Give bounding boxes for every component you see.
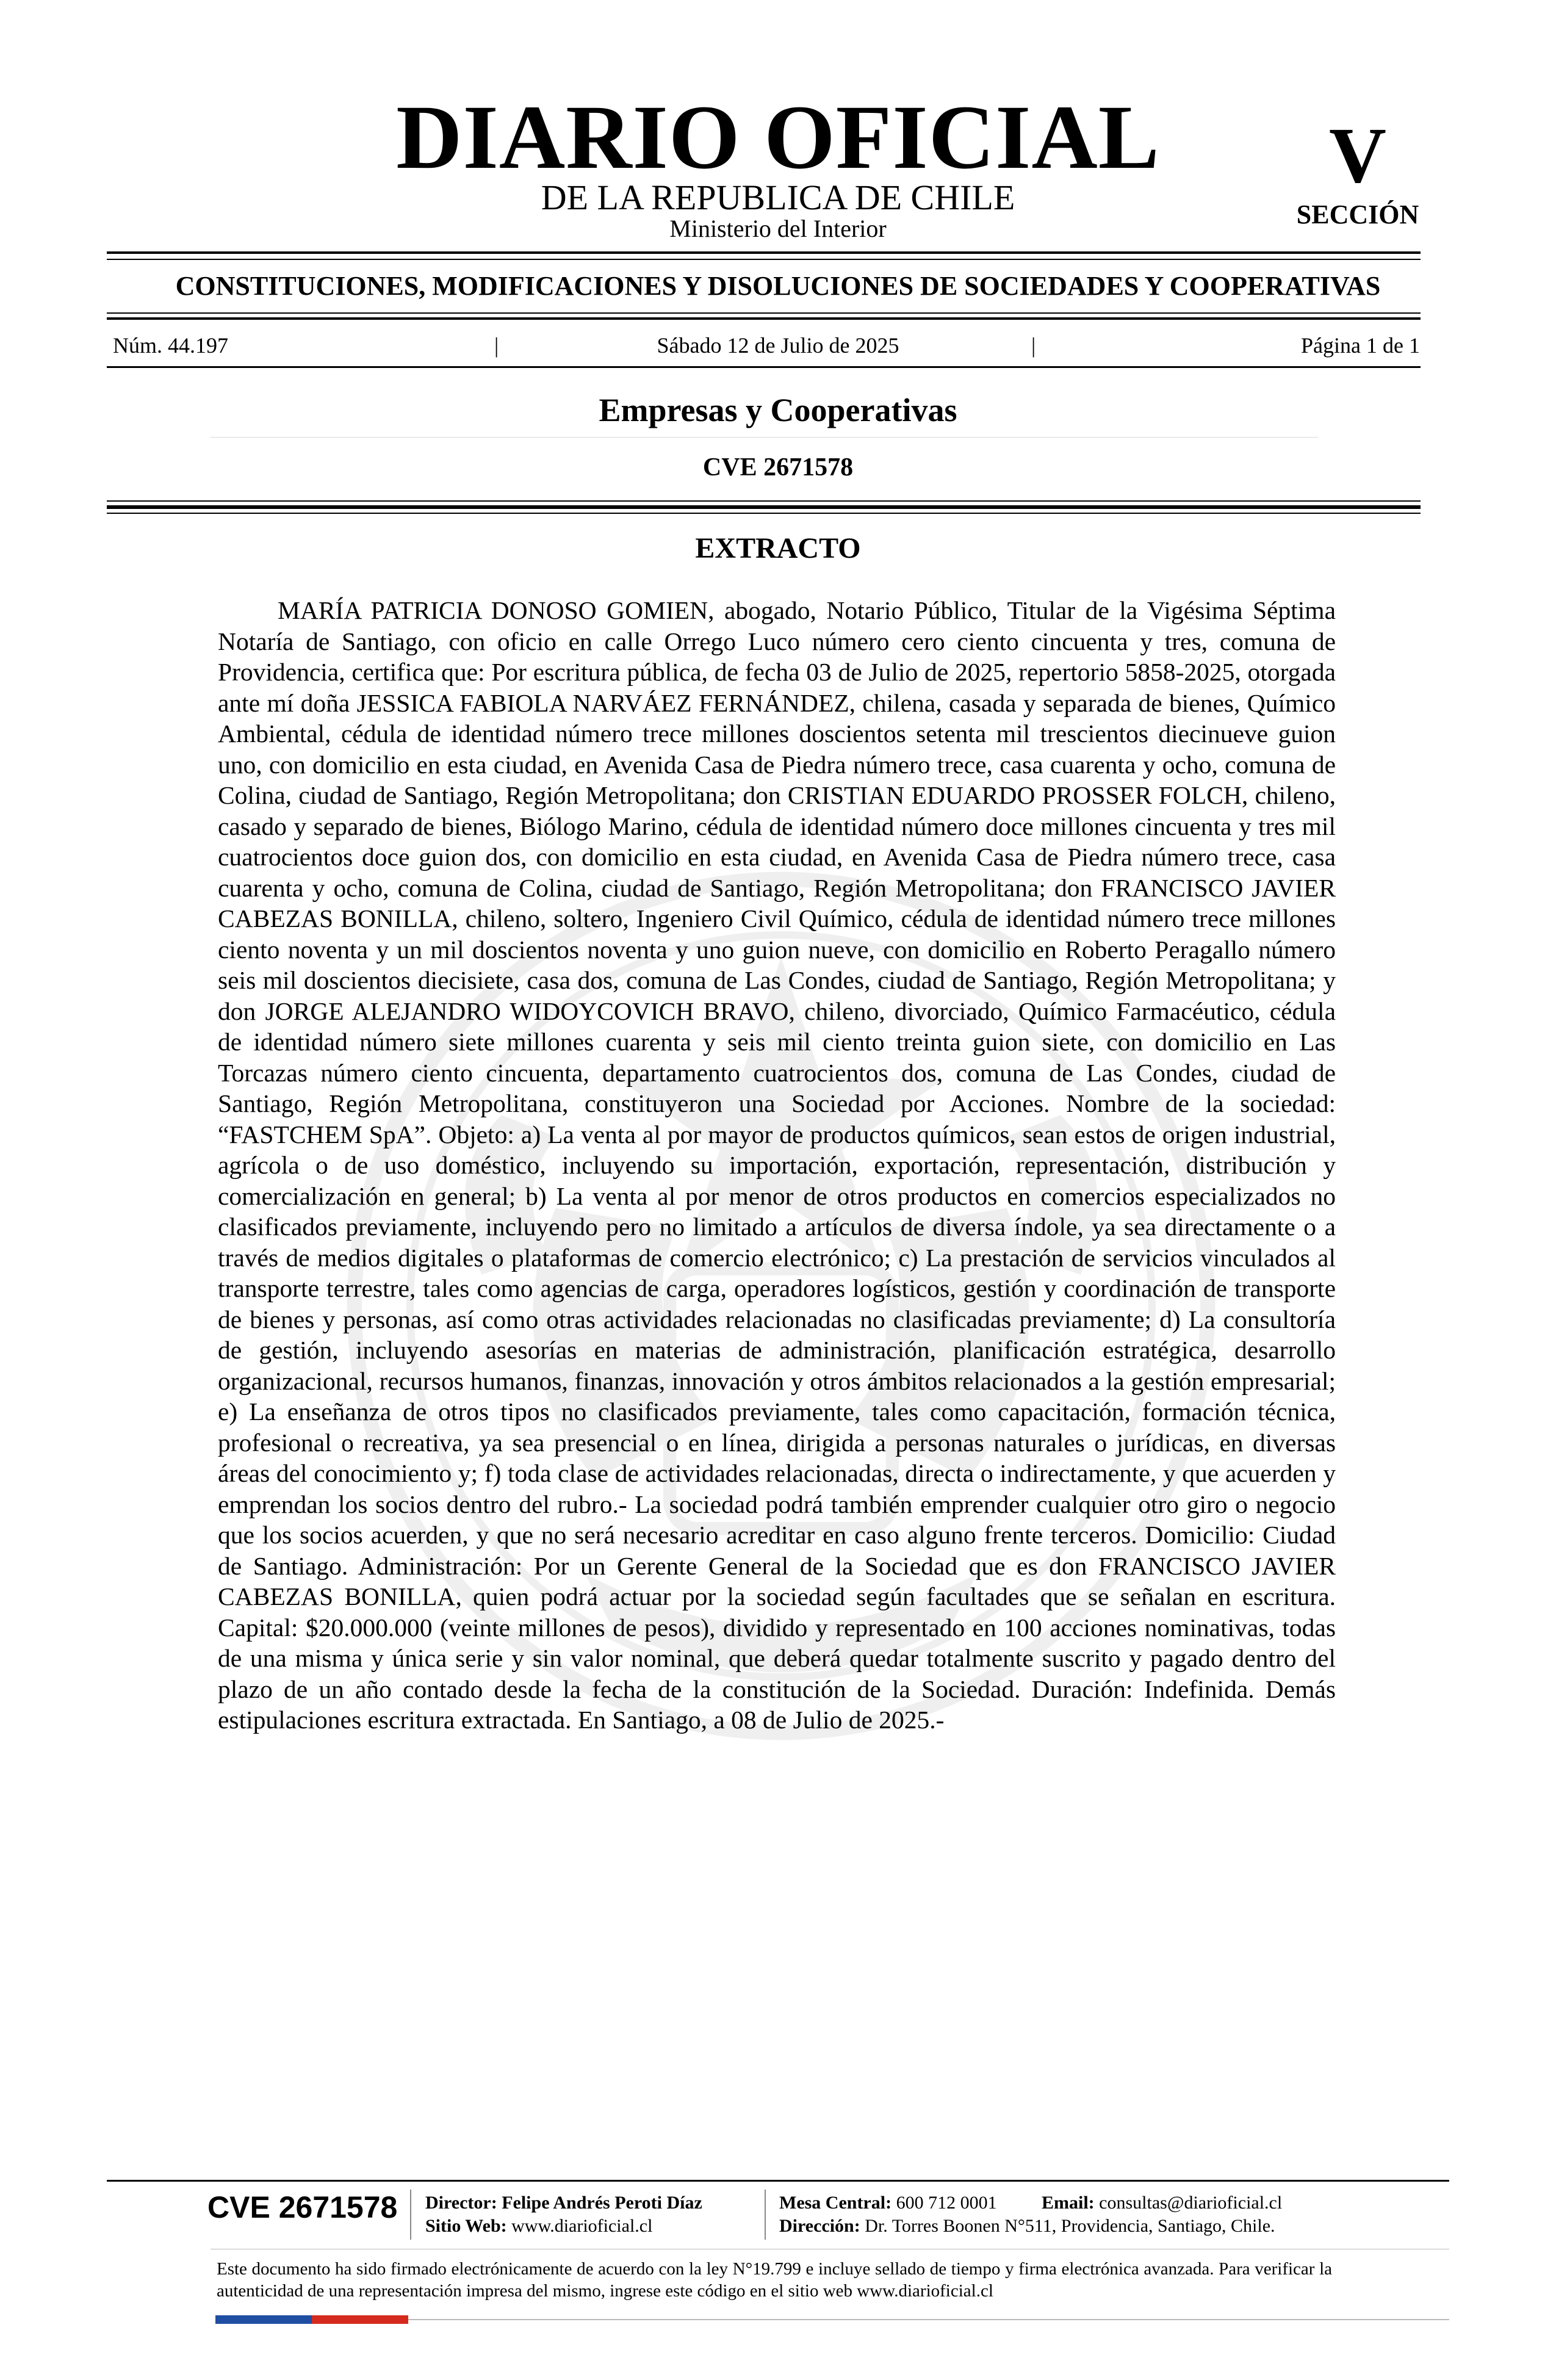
rule-divider — [107, 259, 1421, 260]
footer-address-label: Dirección: — [779, 2216, 860, 2236]
footer-phone-label: Mesa Central: — [779, 2193, 892, 2213]
issue-separator: | — [494, 333, 499, 358]
footer-director-label: Director: — [425, 2193, 497, 2213]
rule-divider — [107, 505, 1421, 509]
issue-date: Sábado 12 de Julio de 2025 — [657, 333, 899, 358]
footer-director — [425, 2194, 702, 2212]
footer-phone — [779, 2194, 997, 2212]
section-label: SECCIÓN — [1296, 200, 1419, 229]
footer-legal-notice: Este documento ha sido firmado electrónicamente de acuerdo con la ley N°19.799 e incluye sellado de tiempo y firma electrónica avanzada. Para verificar la autenticidad de una representación impresa del mismo, ingrese este código en el sitio web www.diarioficial.cl — [217, 2259, 1332, 2301]
chile-flag-bar-blue — [215, 2315, 312, 2324]
rule-divider — [107, 513, 1421, 514]
footer-email-link[interactable]: consultas@diarioficial.cl — [1099, 2193, 1283, 2213]
footer-address-value: Dr. Torres Boonen N°511, Providencia, Santiago, Chile. — [865, 2216, 1275, 2236]
footer-rule — [408, 2319, 1449, 2320]
category-heading: Empresas y Cooperativas — [599, 392, 957, 428]
issue-separator: | — [1031, 333, 1036, 358]
rule-divider — [211, 437, 1318, 438]
document-body: MARÍA PATRICIA DONOSO GOMIEN, abogado, Notario Público, Titular de la Vigésima Séptima Notaría de Santiago, con oficio en calle Orrego Luco número cero ciento cincuenta y tres, comuna de Providencia, certifica que: Por escritura pública, de fecha 03 de Julio de 2025, repertorio 5858-2025, otorgada ante mí doña JESSICA FABIOLA NARVÁEZ FERNÁNDEZ, chilena, casada y separada de bienes, Químico Ambiental, cédula de identidad número trece millones doscientos setenta mil trescientos diecinueve guion uno, con domicilio en esta ciudad, en Avenida Casa de Piedra número trece, casa cuarenta y ocho, comuna de Colina, ciudad de Santiago, Región Metropolitana; don CRISTIAN EDUARDO PROSSER FOLCH, chileno, casado y separado de bienes, Biólogo Marino, cédula de identidad número doce millones cincuenta y tres mil cuatrocientos doce guion dos, con domicilio en esta ciudad, en Avenida Casa de Piedra número trece, casa cuarenta y ocho, comuna de Colina, ciudad de Santiago, Región Metropolitana; don FRANCISCO JAVIER CABEZAS BONILLA, chileno, soltero, Ingeniero Civil Químico, cédula de identidad número trece millones ciento noventa y un mil doscientos noventa y uno guion nueve, con domicilio en Roberto Peragallo número seis mil doscientos diecisiete, casa dos, comuna de Las Condes, ciudad de Santiago, Región Metropolitana; y don JORGE ALEJANDRO WIDOYCOVICH BRAVO, chileno, divorciado, Químico Farmacéutico, cédula de identidad número siete millones cuarenta y seis mil ciento treinta guion siete, con domicilio en Las Torcazas número ciento cincuenta, departamento cuatrocientos dos, comuna de Las Condes, ciudad de Santiago, Región Metropolitana, constituyeron una Sociedad por Acciones. Nombre de la sociedad: “FASTCHEM SpA”. Objeto: a) La venta al por mayor de productos químicos, sean estos de origen industrial, agrícola o de uso doméstico, incluyendo su importación, exportación, representación, distribución y comercialización en general; b) La venta al por menor de otros productos en comercios especializados no clasificados previamente, incluyendo pero no limitado a artículos de diversa índole, ya sea directamente o a través de medios digitales o plataformas de comercio electrónico; c) La prestación de servicios vinculados al transporte terrestre, tales como agencias de carga, operadores logísticos, gestión y coordinación de transporte de bienes y personas, así como otras actividades relacionadas no clasificadas previamente; d) La consultoría de gestión, incluyendo asesorías en materias de administración, planificación estratégica, desarrollo organizacional, recursos humanos, finanzas, innovación y otros ámbitos relacionados a la gestión empresarial; e) La enseñanza de otros tipos no clasificados previamente, tales como capacitación, formación técnica, profesional o recreativa, ya sea presencial o en línea, dirigida a personas naturales o jurídicas, en diversas áreas del conocimiento y; f) toda clase de actividades relacionadas, directa o indirectamente, y que acuerden y emprendan los socios dentro del rubro.- La sociedad podrá también emprender cualquier otro giro o negocio que los socios acuerden, y que no será necesario acreditar en caso alguno frente terceros. Domicilio: Ciudad de Santiago. Administración: Por un Gerente General de la Sociedad que es don FRANCISCO JAVIER CABEZAS BONILLA, quien podrá actuar por la sociedad según facultades que se señalan en escritura. Capital: $20.000.000 (veinte millones de pesos), dividido y representado en 100 acciones nominativas, todas de una misma y única serie y sin valor nominal, que deberá quedar totalmente suscrito y pagado dentro del plazo de un año contado desde la fecha de la constitución de la Sociedad. Duración: Indefinida. Demás estipulaciones escritura extractada. En Santiago, a 08 de Julio de 2025.- — [218, 596, 1336, 1734]
footer-website-link[interactable]: www.diarioficial.cl — [511, 2216, 653, 2236]
masthead-title: DIARIO OFICIAL — [396, 87, 1160, 188]
footer-website-label: Sitio Web: — [425, 2216, 507, 2236]
document-title: EXTRACTO — [695, 532, 861, 564]
rule-divider — [107, 251, 1421, 254]
footer-phone-value: 600 712 0001 — [896, 2193, 997, 2213]
footer-email-label: Email: — [1042, 2193, 1095, 2213]
issue-page: Página 1 de 1 — [1301, 333, 1420, 358]
footer-rule — [107, 2180, 1449, 2182]
rule-divider — [107, 317, 1421, 320]
footer-divider — [410, 2190, 411, 2240]
cve-heading: CVE 2671578 — [702, 453, 854, 481]
rule-divider — [107, 312, 1421, 314]
footer-divider — [765, 2190, 766, 2240]
issue-number: Núm. 44.197 — [113, 333, 228, 358]
footer-email — [1042, 2194, 1282, 2212]
footer-director-value: Felipe Andrés Peroti Díaz — [502, 2193, 702, 2213]
section-heading: CONSTITUCIONES, MODIFICACIONES Y DISOLUCIONES DE SOCIEDADES Y COOPERATIVAS — [175, 271, 1381, 301]
chile-flag-bar-red — [312, 2315, 408, 2324]
footer-address — [779, 2217, 1275, 2235]
rule-divider — [107, 366, 1421, 368]
masthead-ministry: Ministerio del Interior — [669, 215, 887, 242]
section-letter: V — [1329, 112, 1386, 200]
footer-website — [425, 2217, 652, 2235]
masthead-subtitle: DE LA REPUBLICA DE CHILE — [541, 178, 1015, 217]
rule-divider — [107, 500, 1421, 502]
footer-cve: CVE 2671578 — [207, 2190, 398, 2224]
